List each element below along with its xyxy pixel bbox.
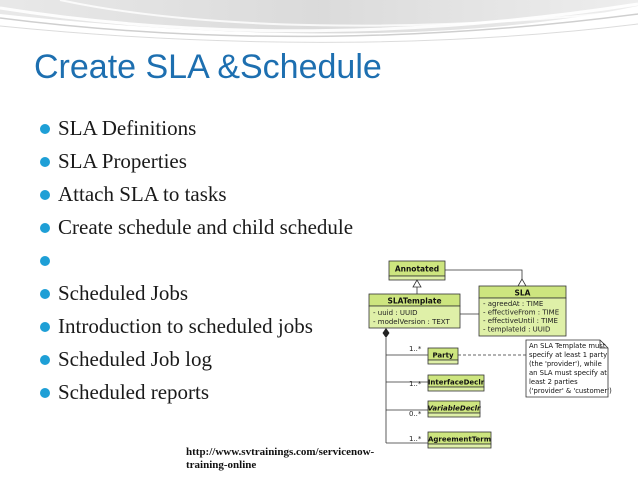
bullet-text: Scheduled reports [58,380,210,404]
multiplicity-label: 0..* [409,410,422,418]
class-name: AgreementTerm [427,435,492,444]
note-line: least 2 parties [529,378,578,386]
bullet-text: Scheduled Job log [58,347,212,371]
class-name: Party [432,351,454,360]
footer-url-line1: http://www.svtrainings.com/servicenow- [186,446,375,458]
class-name: Annotated [394,264,440,274]
class-slatemplate [369,294,460,328]
multiplicity-label: 1..* [409,435,422,443]
bullet-text: Attach SLA to tasks [58,182,227,206]
class-annotated [389,261,445,280]
class-name: SLATemplate [387,296,442,306]
note-line: specify at least 1 party [529,351,608,359]
class-interfacedeclr [428,375,485,391]
class-attribute: - templateId : UUID [483,325,551,334]
class-agreementterm [428,432,491,448]
class-attribute: - effectiveFrom : TIME [483,308,560,317]
footer-url-line2: training-online [186,459,257,471]
footer-url[interactable] [186,446,374,472]
slide-title: Create SLA &Schedule [34,48,382,86]
bullet-text: SLA Definitions [58,116,197,140]
class-name: VariableDeclr [427,404,481,413]
class-attribute: - effectiveUntil : TIME [483,317,558,325]
class-sla [479,286,566,336]
note-line: (the 'provider'), while [529,360,602,368]
bullet-text: Scheduled Jobs [58,281,189,305]
note-line: an SLA must specify at [529,369,607,377]
note-line: An SLA Template must [529,342,606,350]
note-line: ('provider' & 'customer') [529,387,612,395]
bullet-text: Create schedule and child schedule [58,215,354,239]
class-party [428,348,458,364]
class-attribute: - agreedAt : TIME [483,300,544,308]
bullet-text: Introduction to scheduled jobs [58,314,313,338]
constraint-note [526,340,612,397]
class-attribute: - uuid : UUID [373,309,418,317]
multiplicity-label: 1..* [409,345,422,353]
multiplicity-label: 1..* [409,380,422,388]
class-attribute: - modelVersion : TEXT [373,318,450,326]
class-name: SLA [514,288,531,298]
class-name: InterfaceDeclr [427,378,485,387]
class-variabledeclr [428,401,481,417]
bullet-text: SLA Properties [58,149,187,173]
